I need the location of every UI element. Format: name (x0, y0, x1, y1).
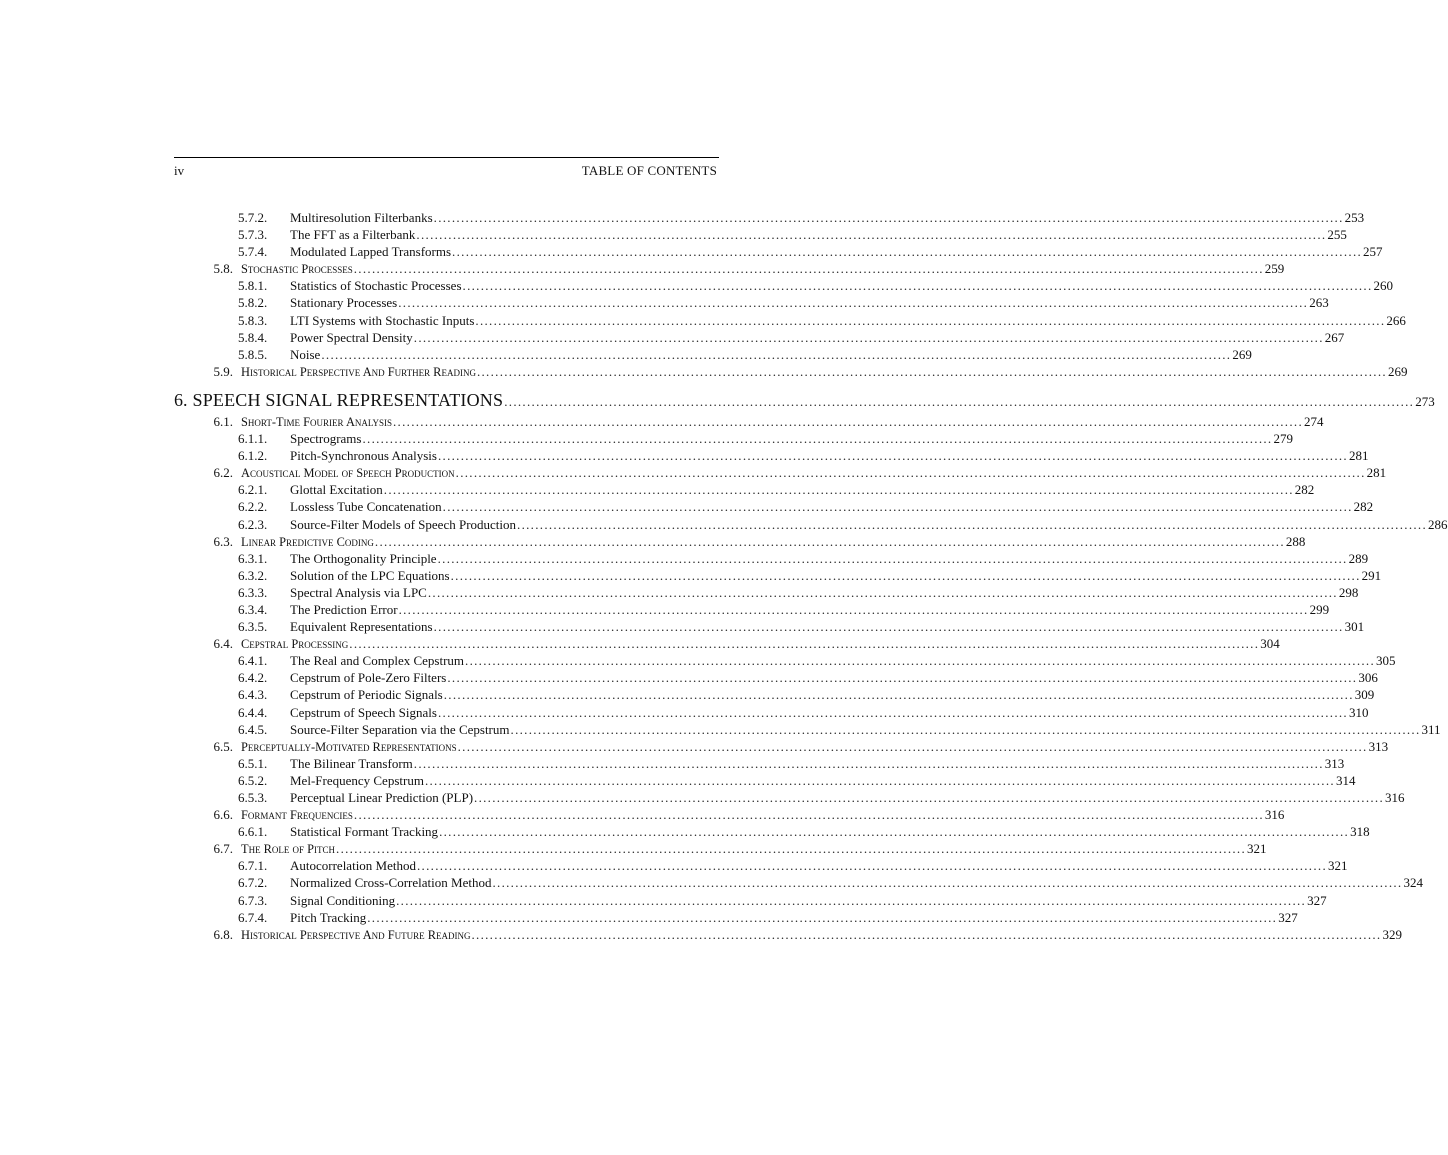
toc-entry-number: 5.9. (213, 363, 233, 379)
toc-entry-number: 6.2. (213, 465, 233, 481)
dot-leader: ........................................................................................................................................................................................................ (353, 261, 1264, 277)
toc-entry-page: 316 (1385, 790, 1405, 805)
dot-leader: ........................................................................................................................................................................................................ (374, 533, 1285, 549)
toc-entry-sub (174, 430, 1293, 447)
toc-entry-section (174, 413, 1324, 430)
toc-entry-title: Cepstral Processing (241, 637, 349, 652)
toc-entry-number: 6. (174, 389, 188, 410)
toc-entry-page: 257 (1363, 244, 1383, 260)
toc-entry-sub (174, 721, 1441, 738)
toc-entry-number: 6.4.2. (238, 670, 268, 686)
toc-entry-number: 6.6. (213, 807, 233, 823)
toc-entry-section (174, 738, 1389, 755)
toc-entry-sub (174, 755, 1345, 772)
toc-entry-title: Stationary Processes (290, 295, 398, 311)
toc-entry-page: 327 (1307, 892, 1327, 908)
dot-leader: ........................................................................................................................................................................................................ (398, 295, 1309, 311)
toc-entry-number: 6.2.3. (238, 516, 268, 532)
toc-entry-page: 259 (1264, 261, 1285, 277)
toc-entry-number: 5.8.5. (238, 346, 268, 362)
table-of-contents (174, 209, 1448, 943)
toc-entry-chapter (174, 389, 1435, 411)
toc-entry-title: Multiresolution Filterbanks (290, 210, 433, 225)
toc-entry-title: The FFT as a Filterbank (290, 227, 416, 243)
toc-entry-page: 274 (1304, 413, 1324, 429)
toc-entry-title: Mel-Frequency Cepstrum (290, 772, 424, 788)
running-title: TABLE OF CONTENTS (581, 163, 717, 178)
dot-leader: ........................................................................................................................................................................................................ (417, 858, 1327, 874)
toc-entry-number: 6.5.3. (238, 790, 268, 805)
toc-entry-title: Lossless Tube Concatenation (290, 499, 442, 515)
toc-entry-title: Perceptually-Motivated Representations (241, 739, 457, 754)
dot-leader: ........................................................................................................................................................................................................ (492, 875, 1403, 891)
toc-entry-sub (174, 346, 1252, 363)
toc-entry-number: 6.1.2. (238, 448, 268, 464)
toc-entry-sub (174, 772, 1356, 789)
toc-entry-page: 321 (1247, 841, 1267, 857)
dot-leader: ........................................................................................................................................................................................................ (336, 841, 1247, 857)
dot-leader: ........................................................................................................................................................................................................ (383, 482, 1294, 498)
dot-leader: ........................................................................................................................................................................................................ (433, 210, 1344, 225)
toc-entry-number: 5.8.2. (238, 295, 268, 311)
toc-entry-sub (174, 704, 1369, 721)
dot-leader: ........................................................................................................................................................................................................ (443, 687, 1354, 703)
toc-entry-title: Signal Conditioning (290, 892, 396, 908)
toc-entry-number: 6.7.4. (238, 909, 268, 925)
toc-entry-page: 289 (1348, 550, 1369, 566)
dot-leader: ........................................................................................................................................................................................................ (462, 278, 1373, 294)
toc-entry-number: 5.8. (213, 261, 233, 277)
toc-entry-sub (174, 789, 1405, 806)
toc-entry-sub (174, 652, 1396, 669)
dot-leader: ........................................................................................................................................................................................................ (413, 329, 1324, 345)
toc-entry-number: 6.3.5. (238, 619, 268, 635)
toc-entry-sub (174, 294, 1329, 311)
toc-entry-number: 6.6.1. (238, 824, 268, 840)
toc-entry-page: 291 (1361, 567, 1382, 583)
toc-entry-section (174, 926, 1402, 943)
dot-leader: ........................................................................................................................................................................................................ (517, 516, 1428, 532)
toc-entry-number: 6.2.1. (238, 482, 268, 498)
toc-entry-sub (174, 618, 1365, 635)
toc-entry-title: Stochastic Processes (241, 262, 353, 277)
toc-entry-sub (174, 874, 1423, 891)
toc-entry-page: 282 (1353, 499, 1374, 515)
toc-entry-title: Source-Filter Models of Speech Production (290, 516, 517, 532)
toc-entry-section (174, 806, 1285, 823)
toc-entry-number: 5.8.3. (238, 312, 268, 328)
toc-entry-title: The Orthogonality Principle (290, 550, 437, 566)
toc-entry-number: 6.1.1. (238, 431, 268, 447)
toc-entry-title: Source-Filter Separation via the Cepstrum (290, 721, 510, 737)
dot-leader: ........................................................................................................................................................................................................ (475, 312, 1386, 328)
toc-entry-sub (174, 277, 1394, 294)
toc-entry-title: Equivalent Representations (290, 619, 433, 635)
toc-entry-number: 6.4. (213, 636, 233, 652)
toc-entry-section (174, 533, 1306, 550)
toc-entry-title: SPEECH SIGNAL REPRESENTATIONS (192, 389, 504, 410)
toc-entry-title: Statistics of Stochastic Processes (290, 278, 462, 294)
toc-entry-number: 6.7.3. (238, 892, 268, 908)
dot-leader: ........................................................................................................................................................................................................ (437, 448, 1348, 464)
toc-entry-page: 263 (1309, 295, 1329, 311)
dot-leader: ........................................................................................................................................................................................................ (439, 824, 1350, 840)
toc-entry-title: LTI Systems with Stochastic Inputs (290, 312, 475, 328)
toc-entry-number: 6.1. (213, 413, 233, 429)
toc-entry-title: Power Spectral Density (290, 329, 413, 345)
toc-entry-number: 6.5. (213, 738, 233, 754)
toc-entry-page: 281 (1366, 465, 1387, 481)
toc-entry-page: 309 (1354, 687, 1375, 703)
dot-leader: ........................................................................................................................................................................................................ (474, 790, 1385, 805)
toc-entry-sub (174, 312, 1406, 329)
toc-entry-page: 267 (1324, 329, 1345, 345)
toc-entry-number: 6.7.2. (238, 875, 268, 891)
dot-leader: ........................................................................................................................................................................................................ (367, 909, 1278, 925)
toc-entry-page: 298 (1338, 584, 1359, 600)
toc-entry-page: 269 (1387, 363, 1408, 379)
toc-entry-page: 253 (1344, 210, 1365, 225)
toc-entry-page: 304 (1260, 636, 1280, 652)
toc-entry-sub (174, 909, 1298, 926)
toc-entry-page: 269 (1232, 346, 1252, 362)
toc-entry-number: 6.7. (213, 841, 233, 857)
toc-entry-number: 5.8.4. (238, 329, 268, 345)
toc-entry-title: Noise (290, 346, 321, 362)
dot-leader: ........................................................................................................................................................................................................ (504, 393, 1415, 409)
toc-entry-number: 6.7.1. (238, 858, 268, 874)
toc-entry-title: Formant Frequencies (241, 808, 353, 823)
dot-leader: ........................................................................................................................................................................................................ (362, 431, 1273, 447)
toc-entry-page: 314 (1335, 772, 1356, 788)
dot-leader: ........................................................................................................................................................................................................ (450, 567, 1361, 583)
toc-entry-sub (174, 567, 1382, 584)
toc-entry-page: 311 (1421, 721, 1441, 737)
toc-entry-title: The Bilinear Transform (290, 755, 413, 771)
toc-entry-title: Cepstrum of Speech Signals (290, 704, 437, 720)
toc-entry-page: 310 (1348, 704, 1369, 720)
dot-leader: ........................................................................................................................................................................................................ (353, 807, 1264, 823)
toc-entry-sub (174, 892, 1327, 909)
toc-entry-section (174, 840, 1267, 857)
toc-entry-sub (174, 857, 1348, 874)
toc-entry-sub (174, 823, 1370, 840)
toc-entry-title: Statistical Formant Tracking (290, 824, 439, 840)
toc-entry-title: Normalized Cross-Correlation Method (290, 875, 492, 891)
toc-entry-title: Modulated Lapped Transforms (290, 244, 452, 260)
toc-entry-sub (174, 447, 1369, 464)
toc-entry-title: Short-Time Fourier Analysis (241, 414, 392, 429)
toc-entry-title: Cepstrum of Periodic Signals (290, 687, 443, 703)
dot-leader: ........................................................................................................................................................................................................ (447, 670, 1358, 686)
toc-entry-number: 5.7.4. (238, 244, 268, 260)
dot-leader: ........................................................................................................................................................................................................ (452, 244, 1363, 260)
dot-leader: ........................................................................................................................................................................................................ (433, 619, 1344, 635)
dot-leader: ........................................................................................................................................................................................................ (349, 636, 1260, 652)
toc-entry-page: 329 (1382, 926, 1402, 942)
toc-entry-page: 301 (1344, 619, 1365, 635)
toc-entry-page: 318 (1350, 824, 1370, 840)
toc-entry-number: 6.5.2. (238, 772, 268, 788)
toc-entry-title: Cepstrum of Pole-Zero Filters (290, 670, 447, 686)
toc-entry-number: 6.5.1. (238, 755, 268, 771)
toc-entry-sub (174, 669, 1378, 686)
toc-entry-page: 313 (1368, 738, 1389, 754)
toc-entry-title: Historical Perspective And Further Reading (241, 364, 476, 379)
toc-entry-number: 6.3.4. (238, 601, 268, 617)
toc-entry-page: 321 (1328, 858, 1348, 874)
toc-entry-page: 316 (1264, 807, 1285, 823)
toc-entry-title: Spectrograms (290, 431, 362, 447)
dot-leader: ........................................................................................................................................................................................................ (465, 653, 1376, 669)
toc-entry-number: 6.4.4. (238, 704, 268, 720)
toc-entry-title: The Prediction Error (290, 601, 398, 617)
dot-leader: ........................................................................................................................................................................................................ (476, 363, 1387, 379)
toc-entry-page: 282 (1294, 482, 1315, 498)
dot-leader: ........................................................................................................................................................................................................ (471, 926, 1382, 942)
toc-entry-section (174, 363, 1408, 380)
toc-entry-number: 6.8. (213, 926, 233, 942)
dot-leader: ........................................................................................................................................................................................................ (442, 499, 1353, 515)
toc-entry-sub (174, 550, 1369, 567)
toc-entry-title: Pitch-Synchronous Analysis (290, 448, 437, 464)
toc-entry-number: 6.3.3. (238, 584, 268, 600)
page-number: iv (174, 163, 185, 178)
toc-entry-sub (174, 209, 1365, 226)
dot-leader: ........................................................................................................................................................................................................ (427, 584, 1338, 600)
toc-entry-title: Linear Predictive Coding (241, 534, 374, 549)
toc-entry-title: The Real and Complex Cepstrum (290, 653, 465, 669)
toc-entry-page: 279 (1273, 431, 1293, 447)
toc-entry-number: 5.8.1. (238, 278, 268, 294)
dot-leader: ........................................................................................................................................................................................................ (455, 465, 1366, 481)
toc-entry-number: 6.3.1. (238, 550, 268, 566)
toc-entry-title: The Role of Pitch (241, 842, 336, 857)
toc-entry-sub (174, 516, 1448, 533)
toc-entry-number: 6.4.3. (238, 687, 268, 703)
toc-entry-number: 5.7.3. (238, 227, 268, 243)
toc-entry-page: 288 (1285, 533, 1306, 549)
dot-leader: ........................................................................................................................................................................................................ (437, 550, 1348, 566)
toc-entry-number: 6.4.1. (238, 653, 268, 669)
dot-leader: ........................................................................................................................................................................................................ (396, 892, 1307, 908)
toc-entry-number: 6.3. (213, 533, 233, 549)
toc-entry-page: 255 (1327, 227, 1347, 243)
toc-entry-sub (174, 686, 1375, 703)
toc-entry-page: 327 (1278, 909, 1298, 925)
dot-leader: ........................................................................................................................................................................................................ (413, 755, 1324, 771)
toc-entry-sub (174, 329, 1345, 346)
toc-entry-title: Historical Perspective And Future Reading (241, 927, 471, 942)
toc-entry-number: 5.7.2. (238, 210, 268, 225)
dot-leader: ........................................................................................................................................................................................................ (457, 738, 1368, 754)
toc-entry-title: Solution of the LPC Equations (290, 567, 450, 583)
toc-entry-section (174, 464, 1387, 481)
toc-entry-section (174, 635, 1280, 652)
toc-entry-sub (174, 584, 1359, 601)
toc-entry-page: 273 (1415, 393, 1435, 409)
toc-entry-sub (174, 481, 1315, 498)
dot-leader: ........................................................................................................................................................................................................ (398, 601, 1309, 617)
header-rule (174, 157, 719, 158)
toc-entry-page: 286 (1428, 516, 1448, 532)
toc-entry-title: Glottal Excitation (290, 482, 383, 498)
toc-entry-page: 260 (1373, 278, 1394, 294)
dot-leader: ........................................................................................................................................................................................................ (510, 721, 1421, 737)
toc-entry-title: Pitch Tracking (290, 909, 367, 925)
toc-entry-number: 6.2.2. (238, 499, 268, 515)
toc-entry-title: Acoustical Model of Speech Production (241, 466, 455, 481)
toc-entry-page: 306 (1358, 670, 1378, 686)
toc-entry-page: 324 (1403, 875, 1423, 891)
toc-entry-sub (174, 243, 1383, 260)
toc-entry-page: 305 (1376, 653, 1396, 669)
dot-leader: ........................................................................................................................................................................................................ (321, 346, 1232, 362)
toc-entry-title: Perceptual Linear Prediction (PLP) (290, 790, 474, 805)
toc-entry-sub (174, 226, 1347, 243)
toc-entry-sub (174, 601, 1330, 618)
dot-leader: ........................................................................................................................................................................................................ (393, 413, 1303, 429)
toc-entry-page: 299 (1309, 601, 1330, 617)
toc-entry-title: Autocorrelation Method (290, 858, 416, 874)
toc-entry-title: Spectral Analysis via LPC (290, 584, 427, 600)
toc-entry-page: 281 (1348, 448, 1369, 464)
dot-leader: ........................................................................................................................................................................................................ (416, 227, 1327, 243)
dot-leader: ........................................................................................................................................................................................................ (437, 704, 1348, 720)
toc-entry-page: 266 (1386, 312, 1406, 328)
toc-entry-number: 6.3.2. (238, 567, 268, 583)
toc-entry-sub (174, 498, 1374, 515)
toc-entry-number: 6.4.5. (238, 721, 268, 737)
dot-leader: ........................................................................................................................................................................................................ (424, 772, 1335, 788)
toc-entry-page: 313 (1324, 755, 1345, 771)
toc-entry-section (174, 260, 1285, 277)
